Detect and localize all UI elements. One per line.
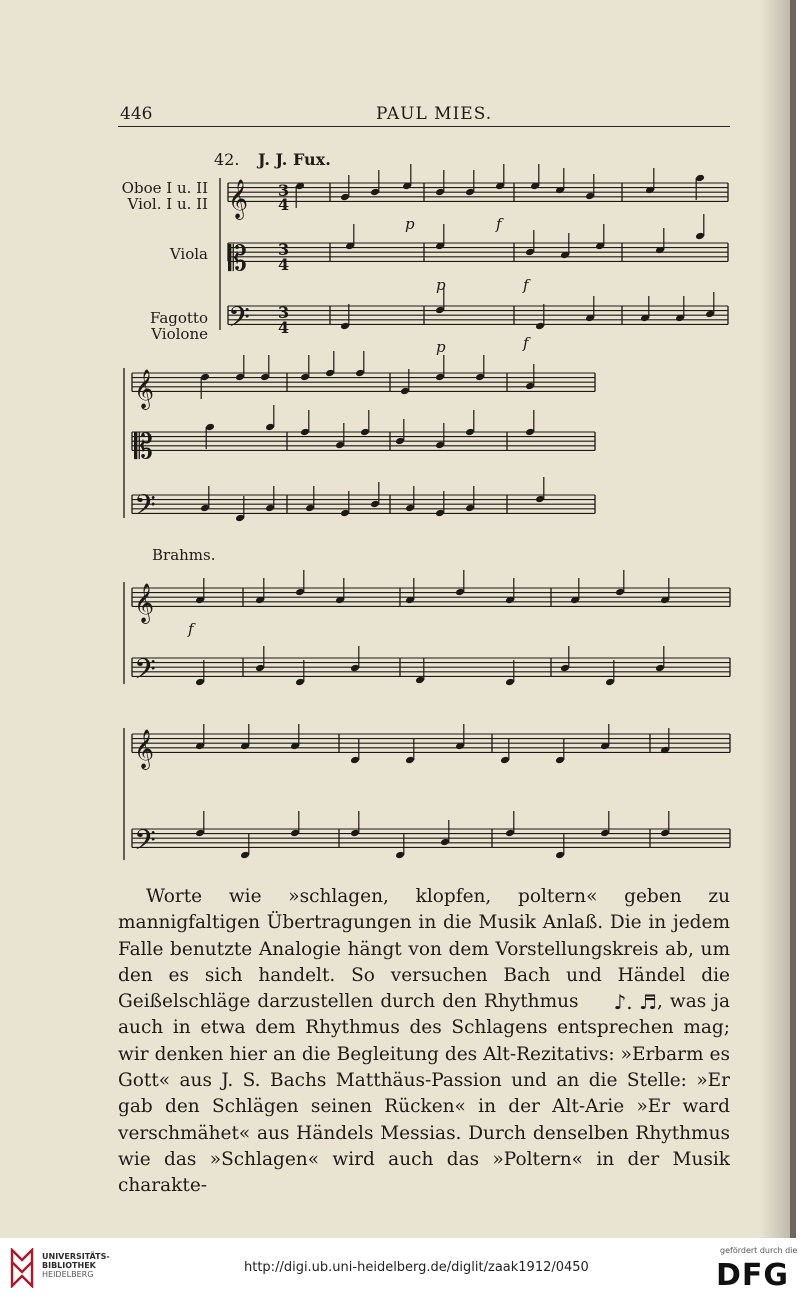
dynamic-p-2: p [436, 276, 446, 294]
rhythm-symbol: ♪. ♬ [613, 990, 657, 1015]
dynamic-p-3: p [436, 338, 446, 356]
clef-sign: 𝄢 [134, 489, 156, 529]
staff-lines [132, 183, 730, 847]
instrument-label-fagotto: Fagotto Violone [149, 309, 208, 343]
clef-sign: 𝄞 [134, 369, 155, 409]
page-number: 446 [120, 104, 153, 124]
clef-sign: 𝄞 [134, 583, 155, 623]
time-sig-bottom-3: 4 [278, 318, 290, 337]
time-sig-top-2: 3 [278, 240, 290, 259]
clefs [134, 179, 250, 864]
instrument-label-viola: Viola [169, 245, 208, 263]
funded-by-text: gefördert durch die [720, 1246, 798, 1255]
barlines [124, 178, 730, 860]
time-sig-top-3: 3 [278, 303, 290, 322]
dynamic-f-3: f [523, 334, 529, 352]
dynamic-f-1: f [496, 215, 502, 233]
permalink-url[interactable]: http://digi.ub.uni-heidelberg.de/diglit/zaak1912/0450 [244, 1260, 589, 1275]
dfg-logo: DFG [716, 1258, 790, 1293]
clef-sign: 𝄡 [134, 427, 153, 467]
example-number: 42. [214, 150, 240, 169]
example-composer: J. J. Fux. [258, 150, 331, 169]
library-name: UNIVERSITÄTS- BIBLIOTHEK HEIDELBERG [42, 1252, 110, 1279]
body-paragraph: Worte wie »schlagen, klopfen, poltern« geben zu mannigfaltigen Übertragungen in die Musik Anlaß. Die in jedem Falle benutzte Analogie hängt von dem Vorstellungskreis ab, um den es sich handelt. So versuchen Bach und Händel die Geißelschläge darzustellen durch den Rhythmus ♪. ♬, was ja auch in etwa dem Rhythmus des Schlagens entsprechen mag; wir denken hier an die Begleitung des Alt-Rezitativs: »Erbarm es Gott« aus J. S. Bachs Matthäus-Passion und an die Stelle: »Er gab den Schlägen seinen Rücken« in der Alt-Arie »Er ward verschmähet« aus Händels Messias. Durch denselben Rhythmus wie das »Schlagen« wird auch das »Poltern« in der Musik charakte- [118, 886, 730, 1197]
dynamic-p-1: p [405, 215, 415, 233]
instrument-label-oboe: Oboe I u. II Viol. I u. II [121, 179, 208, 213]
brahms-dynamic-f: f [188, 620, 194, 638]
clef-sign: 𝄞 [228, 179, 249, 219]
time-sig-top-1: 3 [278, 181, 290, 200]
noteheads [195, 164, 715, 859]
dynamic-f-2: f [523, 276, 529, 294]
running-head: PAUL MIES. [376, 104, 493, 124]
clef-sign: 𝄢 [228, 301, 250, 341]
time-sig-bottom-2: 4 [278, 255, 290, 274]
clef-sign: 𝄡 [228, 239, 247, 279]
clef-sign: 𝄢 [134, 824, 156, 864]
time-sig-bottom-1: 4 [278, 195, 290, 214]
clef-sign: 𝄞 [134, 729, 155, 769]
brahms-composer: Brahms. [152, 546, 216, 564]
footer-bar [0, 1238, 804, 1301]
university-library-logo-icon [8, 1248, 36, 1288]
clef-sign: 𝄢 [134, 653, 156, 693]
